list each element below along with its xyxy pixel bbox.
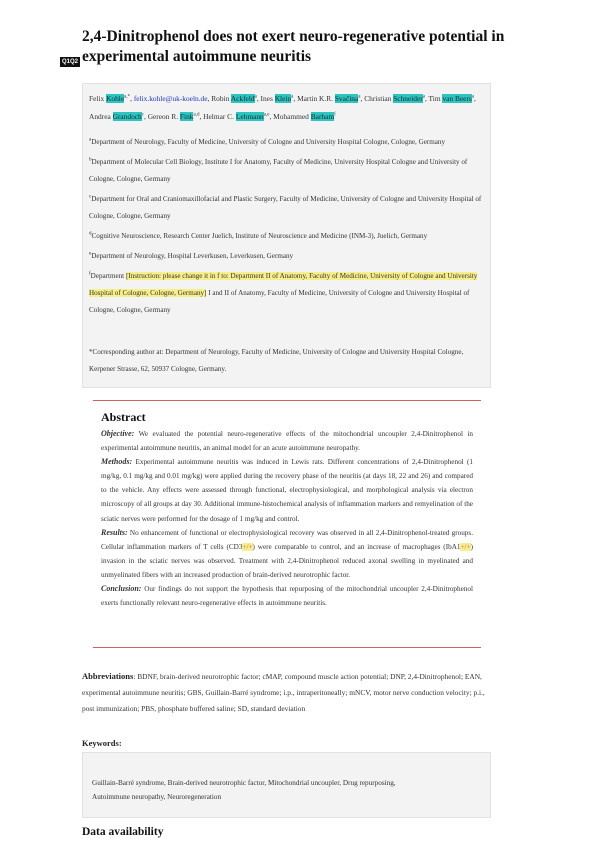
abstract-section	[93, 400, 481, 648]
affiliation-sup: b	[89, 157, 92, 163]
asterisk-mark: *	[89, 348, 93, 356]
editor-instruction-highlight[interactable]: [Instruction: please change it in f to: Department II of Anatomy, Faculty of Medicine, University of Cologne and University Hospital of Cologne, Cologne, Germany]	[89, 272, 478, 297]
author-first: Martin K.R.	[297, 94, 333, 103]
author-sup: a	[422, 94, 425, 100]
affiliation-item-f	[89, 268, 489, 319]
author-first: Felix	[89, 94, 105, 103]
affiliation-text: Cognitive Neuroscience, Research Center Juelich, Institute of Neuroscience and Medicine (INM-3), Juelich, Germany	[91, 232, 428, 240]
author-affiliation-box	[82, 83, 491, 388]
conclusion-label: Conclusion:	[101, 584, 142, 594]
affiliation-sup: e	[89, 251, 92, 257]
affiliation-item	[89, 191, 489, 225]
author-surname[interactable]: Klein	[274, 94, 292, 103]
results-text: ) invasion in the sciatic nerves was observed. Treatment with 2,4-Dinitrophenol reduced axonal swelling in myelinated and unmyelinated fibers with an increased production of brain-derived neurotrophic factor.	[101, 542, 473, 579]
affiliation-sup: d	[89, 231, 92, 237]
author-sup: a	[254, 94, 257, 100]
author-first: Ines	[260, 94, 273, 103]
author-sup: f	[334, 112, 336, 118]
author-sup: a,*	[124, 94, 131, 100]
author-surname[interactable]: van Beers	[442, 94, 472, 103]
affiliation-text: Department of Neurology, Hospital Leverkusen, Leverkusen, Germany	[91, 252, 294, 260]
affiliation-text: Department for Oral and Craniomaxillofacial and Plastic Surgery, Faculty of Medicine, University of Cologne and University Hospital of Cologne, Cologne, Germany	[89, 195, 482, 220]
affiliation-item	[89, 134, 489, 151]
author-sup: c	[141, 112, 144, 118]
affiliation-text: I and II of Anatomy, Faculty of Medicine, University of Cologne and University Hospital of Cologne, Cologne, Germany	[89, 289, 470, 314]
results-text: ) were comparable to control, and an increase of macrophages (IbA1	[252, 542, 461, 551]
keywords-label-text: Keywords	[82, 738, 119, 748]
keywords-text: Guillain-Barré syndrome, Brain-derived neurotrophic factor, Mitochondrial uncoupler, Drug repurposing, Autoimmune neuropathy, Neuroregeneration	[92, 779, 396, 801]
conclusion-text: Our findings do not support the hypothesis that repurposing of the mitochondrial uncoupler 2,4-Dinitrophenol exerts functionally relevant neuro-regenerative effects in autoimmune neuritis.	[101, 585, 473, 608]
author-surname[interactable]: Kohle	[106, 94, 125, 103]
author-surname[interactable]: Lehmann	[235, 112, 264, 121]
corresponding-text: Corresponding author at: Department of Neurology, Faculty of Medicine, University of Cologne and University Hospital Cologne, Kerpener Strasse, 62, 50937 Cologne, Germany.	[89, 348, 464, 373]
author-surname[interactable]: Grandoch	[112, 112, 142, 121]
tracked-change-mark[interactable]: +/+	[242, 542, 253, 551]
affiliation-item	[89, 154, 489, 188]
query-badge[interactable]: Q1Q2	[62, 59, 79, 65]
abstract-conclusion	[101, 582, 473, 610]
results-text: No enhancement of functional or electrophysiological recovery was observed in all 2,4-Dinitrophenol-treated groups. Cellular inflammation markers of T cells (CD3	[101, 528, 473, 551]
abbreviations-label: Abbreviations	[82, 671, 134, 681]
abstract-bottom-rule	[93, 647, 481, 648]
author-sup: a	[358, 94, 361, 100]
affiliation-item	[89, 228, 489, 245]
abbreviations-section	[82, 668, 494, 717]
affiliation-sup: c	[89, 194, 92, 200]
methods-label: Methods:	[101, 457, 133, 467]
author-list: Felix Kohle$^{a,*}$, felix.kohle@uk-koeln.de, Robin Ackfeld$^a$, Ines Klein$^a$, Martin K.R. Svačina$^a$, Christian Schneider$^a$, Tim van Beers$^a$, Andrea Grandoch$^c$, Gereon R. Fink$^{a,d}$, Helmar C. Lehmann$^{a,e}$, Mohammed Barham$^f$	[89, 94, 476, 121]
author-first: Robin	[211, 94, 230, 103]
author-first: Mohammed	[273, 112, 309, 121]
abstract-objective	[101, 427, 473, 455]
author-surname[interactable]: Svačina	[334, 94, 359, 103]
author-first: Helmar C.	[203, 112, 234, 121]
abstract-heading: Abstract	[101, 410, 146, 424]
author-sup: a	[471, 94, 475, 100]
author-surname[interactable]: Barham	[310, 112, 335, 121]
abstract-methods	[101, 455, 473, 525]
author-surname[interactable]: Fink	[179, 112, 194, 121]
tracked-change-mark[interactable]: +/+	[460, 542, 471, 551]
article-title: 2,4-Dinitrophenol does not exert neuro-regenerative potential in experimental autoimmune neuritis	[82, 28, 505, 65]
author-first: Andrea	[89, 112, 111, 121]
author-first: Tim	[428, 94, 441, 103]
author-first: Christian	[364, 94, 392, 103]
keywords-label	[82, 738, 122, 748]
objective-text: We evaluated the potential neuro-regenerative effects of the mitochondrial uncoupler 2,4-Dinitrophenol in experimental autoimmune neuritis, an animal model for an acute autoimmune neuropathy.	[101, 430, 473, 453]
author-surname[interactable]: Ackfeld	[230, 94, 255, 103]
affiliation-text: Department of Molecular Cell Biology, Institute I for Anatomy, Faculty of Medicine, University Hospital Cologne and University of Cologne, Cologne, Germany	[89, 158, 468, 183]
abstract-results	[101, 526, 473, 582]
keywords-label-colon: :	[118, 738, 122, 748]
methods-text: Experimental autoimmune neuritis was induced in Lewis rats. Different concentrations of 2,4-Dinitrophenol (1 mg/kg, 0.1 mg/kg and 0.01 mg/kg) were applied during the recovery phase of the neuritis (at days 18, 22 and 26) and compared to the vehicle. Any effects were assessed through functional, electrophysiological, and morphological analysis via electron microscopy of all groups at day 30. Additional immune-histochemical analysis of inflammation markers and remyelination of the sciatic nerves were performed for the dosage of 1 mg/kg and control.	[101, 458, 473, 523]
corresponding-author-note	[89, 344, 487, 378]
affiliation-prefix: Department	[90, 272, 126, 280]
author-first: Gereon R.	[147, 112, 179, 121]
affiliation-list	[89, 134, 489, 322]
author-sup: a	[291, 94, 294, 100]
objective-label: Objective:	[101, 429, 135, 438]
author-surname[interactable]: Schneider	[393, 94, 423, 103]
affiliation-item	[89, 248, 489, 265]
author-email-link[interactable]: felix.kohle@uk-koeln.de	[133, 94, 208, 103]
data-availability-heading: Data availability	[82, 826, 164, 838]
abstract-body	[101, 427, 473, 610]
author-sup: a,d	[193, 112, 200, 118]
results-label: Results:	[101, 527, 128, 537]
author-sup: a,e	[263, 112, 270, 118]
keywords-box	[82, 752, 491, 818]
affiliation-text: Department of Neurology, Faculty of Medicine, University of Cologne and University Hospital Cologne, Cologne, Germany	[91, 138, 445, 146]
abstract-top-rule	[93, 400, 481, 401]
affiliation-sup: f	[89, 271, 91, 277]
abbreviations-text: : BDNF, brain-derived neurotrophic factor; cMAP, compound muscle action potential; DNP, 2,4-Dinitrophenol; EAN, experimental autoimmune neuritis; GBS, Guillain-Barré syndrome; i.p., intraperitoneally; mNCV, motor nerve conduction velocity; p.i., post immunization; PBS, phosphate buffered saline; SD, standard deviation	[82, 672, 485, 713]
affiliation-sup: a	[89, 137, 92, 143]
